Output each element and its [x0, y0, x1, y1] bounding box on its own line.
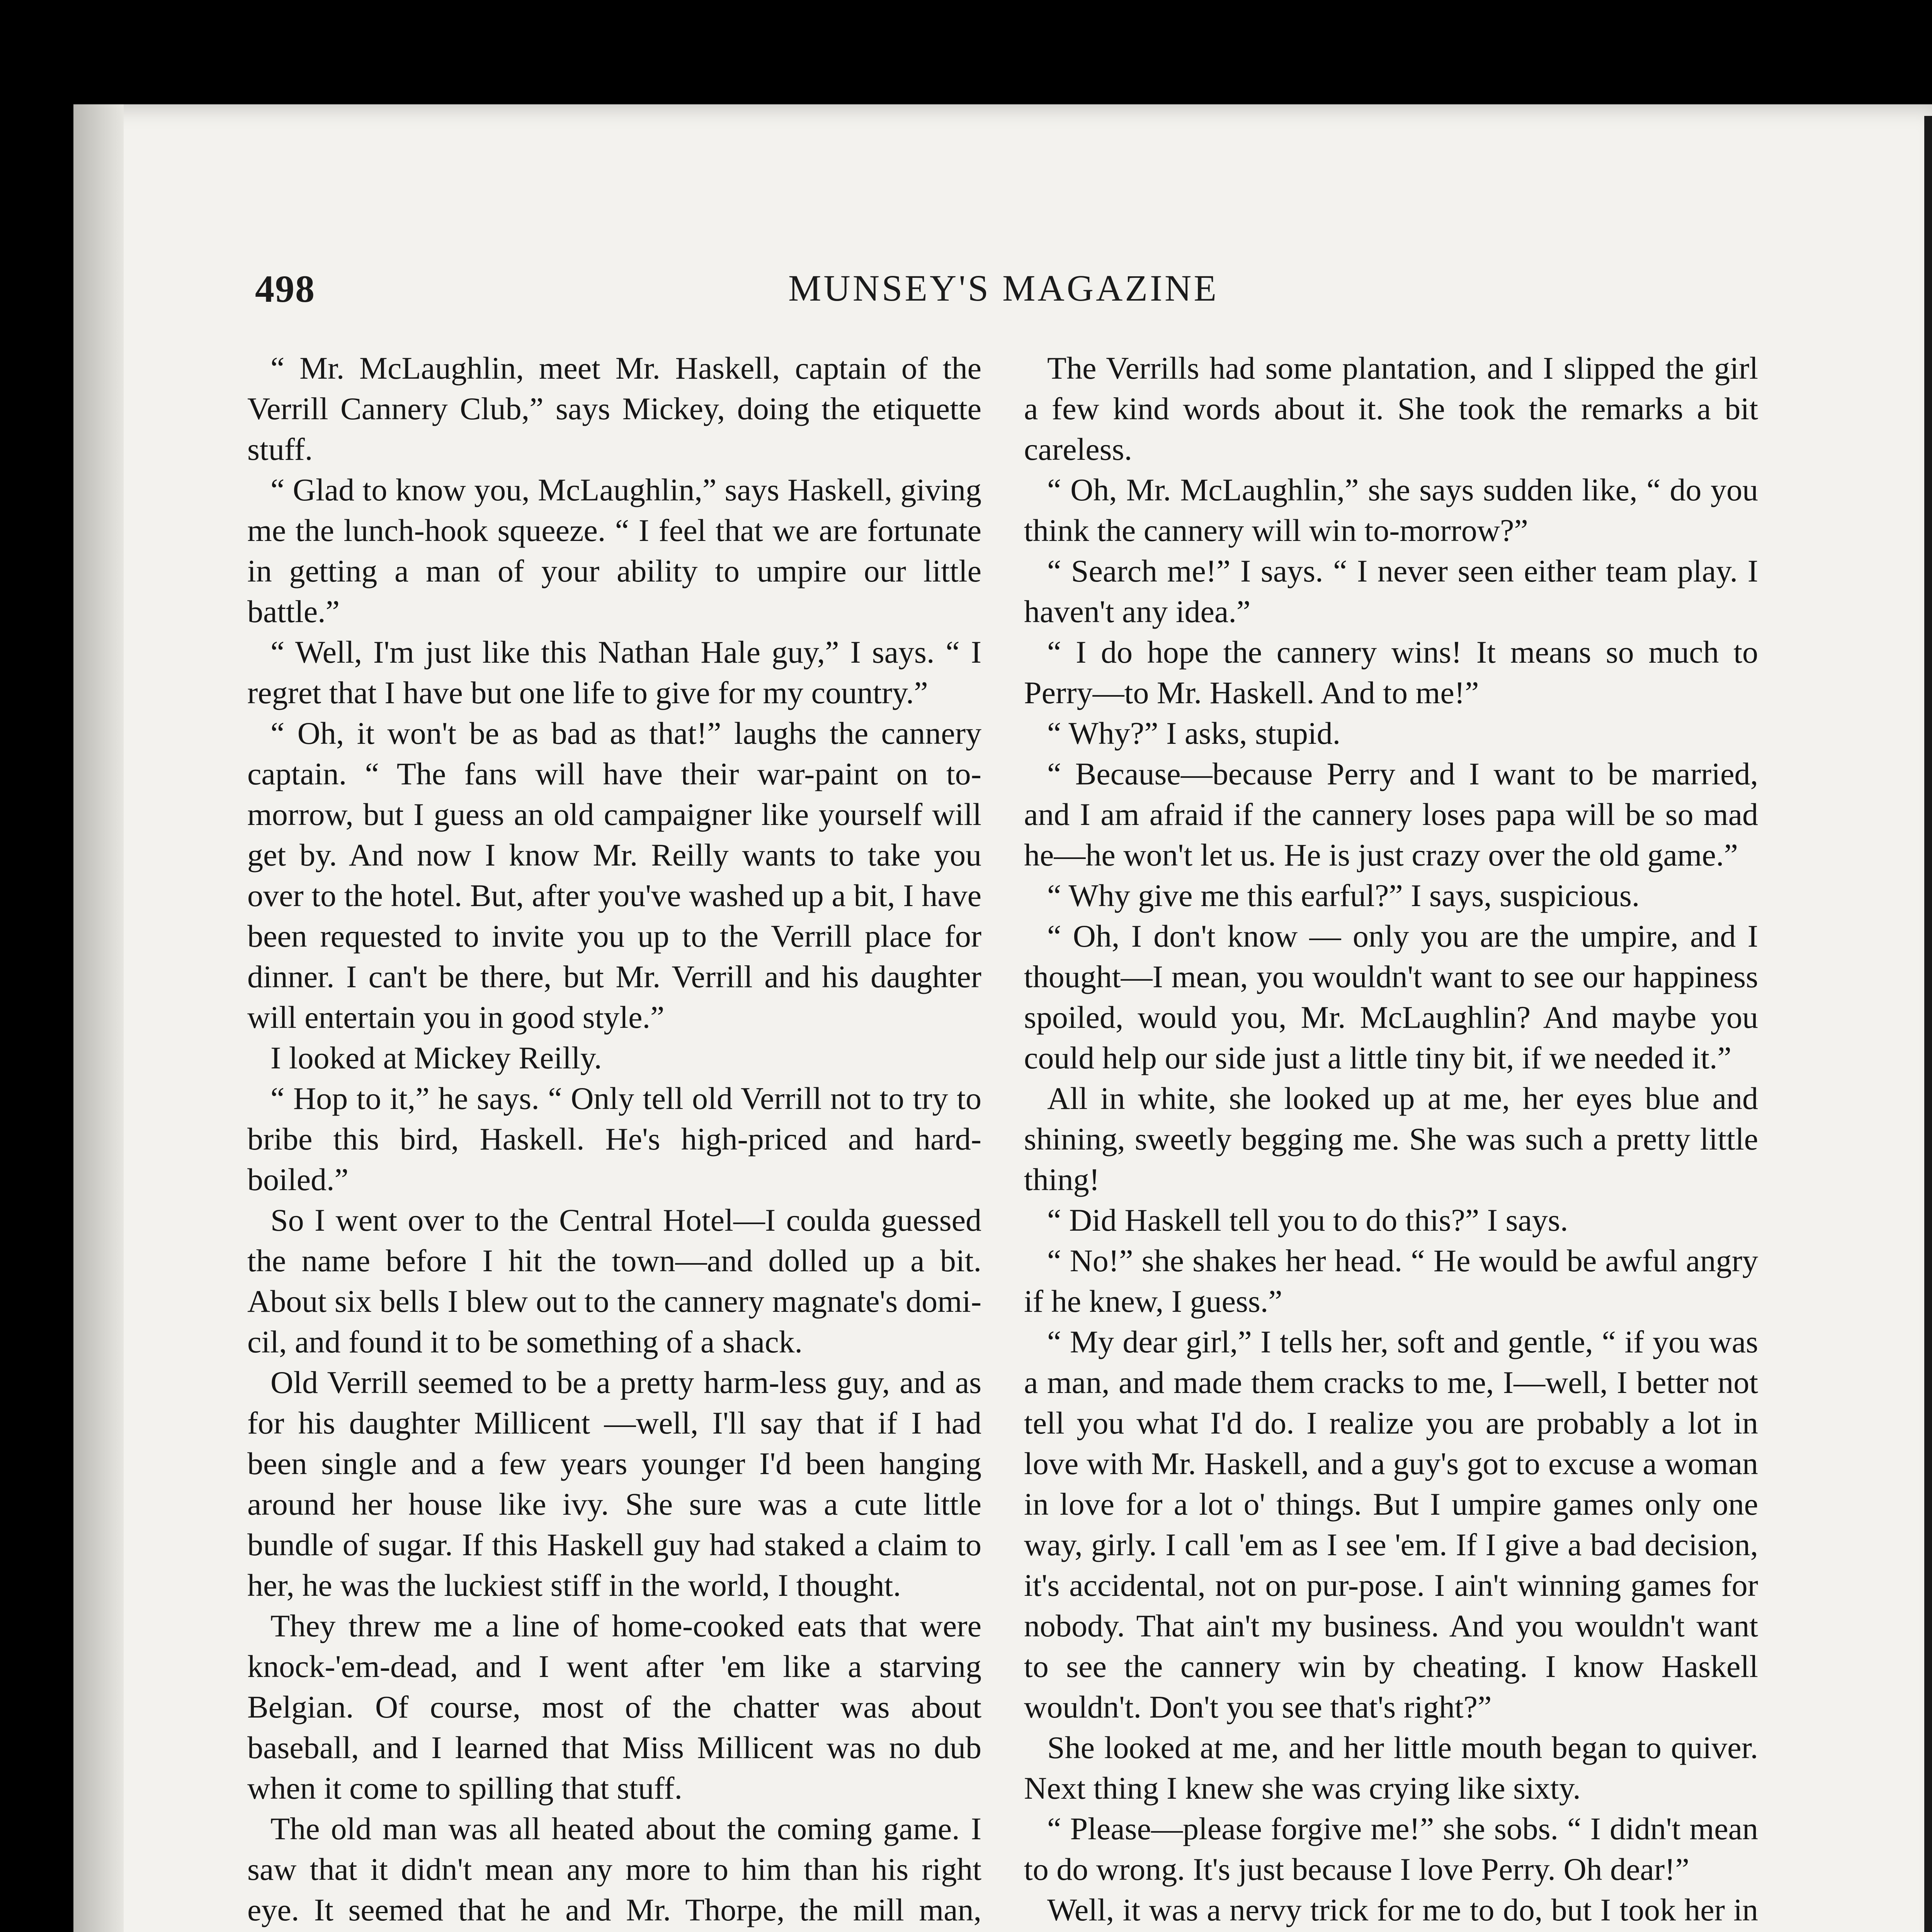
- paragraph: I looked at Mickey Reilly.: [270, 1040, 602, 1075]
- paragraph: “ Because—because Perry and I want to be married, and I am afraid if the cannery loses papa will be so mad he—he won't let us. He is just crazy over the old game.”: [1024, 756, 1758, 872]
- paragraph: The Verrills had some plantation, and I slipped the girl a few kind words about it. She took the remarks a bit careless.: [1024, 350, 1758, 467]
- paragraph: “ Search me!” I says. “ I never seen either team play. I haven't any idea.”: [1024, 553, 1758, 629]
- paragraph: “ I do hope the cannery wins! It means so much to Perry—to Mr. Haskell. And to me!”: [1024, 634, 1758, 710]
- left-column: [247, 348, 981, 1932]
- paragraph: “ Hop to it,” he says. “ Only tell old Verrill not to try to bribe this bird, Haskell. He's high-priced and hard-boiled.”: [247, 1081, 981, 1197]
- paragraph: “ Why give me this earful?” I says, suspicious.: [1047, 878, 1640, 913]
- paragraph: All in white, she looked up at me, her eyes blue and shining, sweetly begging me. She was such a pretty little thing!: [1024, 1081, 1758, 1197]
- page-number: 498: [255, 267, 315, 310]
- paragraph: “ Why?” I asks, stupid.: [1047, 716, 1341, 751]
- paragraph: “ Mr. McLaughlin, meet Mr. Haskell, captain of the Verrill Cannery Club,” says Mickey, doing the etiquette stuff.: [247, 350, 981, 467]
- running-head: MUNSEY'S MAGAZINE: [788, 267, 1219, 309]
- paragraph: “ Oh, I don't know — only you are the umpire, and I thought—I mean, you wouldn't want to see our happiness spoiled, would you, Mr. McLaughlin? And maybe you could help our side just a little tiny bit, if we needed it.”: [1024, 918, 1758, 1075]
- paragraph: “ Oh, it won't be as bad as that!” laughs the cannery captain. “ The fans will have their war-paint on to-morrow, but I guess an old campaigner like yourself will get by. And now I know Mr. Reilly wants to take you over to the hotel. But, after you've washed up a bit, I have been requested to invite you up to the Verrill place for dinner. I can't be there, but Mr. Verrill and his daughter will entertain you in good style.”: [247, 716, 981, 1035]
- paragraph: Old Verrill seemed to be a pretty harm-less guy, and as for his daughter Millicent —well, I'll say that if I had been single and a few years younger I'd been hanging around her house like ivy. She sure was a cute little bundle of sugar. If this Haskell guy had staked a claim to her, he was the luckiest stiff in the world, I thought.: [247, 1365, 981, 1603]
- paragraph: “ Glad to know you, McLaughlin,” says Haskell, giving me the lunch-hook squeeze. “ I feel that we are fortunate in getting a man of your ability to umpire our little battle.”: [247, 472, 981, 629]
- paragraph: “ Please—please forgive me!” she sobs. “ I didn't mean to do wrong. It's just because I love Perry. Oh dear!”: [1024, 1811, 1758, 1887]
- paragraph: “ No!” she shakes her head. “ He would be awful angry if he knew, I guess.”: [1024, 1243, 1758, 1319]
- paragraph: So I went over to the Central Hotel—I coulda guessed the name before I hit the town—and dolled up a bit. About six bells I blew out to the cannery magnate's domi-cil, and found it to be something of a shack.: [247, 1202, 981, 1359]
- paragraph: “ Well, I'm just like this Nathan Hale guy,” I says. “ I regret that I have but one life to give for my country.”: [247, 634, 981, 710]
- page-header: [255, 267, 1801, 321]
- page-edge-shadow: [1924, 116, 1932, 1932]
- paragraph: “ My dear girl,” I tells her, soft and gentle, “ if you was a man, and made them cracks to me, I—well, I better not tell you what I'd do. I realize you are probably a lot in love with Mr. Haskell, and a guy's got to excuse a woman in love for a lot o' things. But I umpire games only one way, girly. I call 'em as I see 'em. If I give a bad decision, it's accidental, not on pur-pose. I ain't winning games for nobody. That ain't my business. And you wouldn't want to see the cannery win by cheating. I know Haskell wouldn't. Don't you see that's right?”: [1024, 1324, 1758, 1725]
- paragraph: “ Did Haskell tell you to do this?” I says.: [1047, 1202, 1568, 1238]
- paragraph: The old man was all heated about the coming game. I saw that it didn't mean any more to him than his right eye. It seemed that he and Mr. Thorpe, the mill man,: [247, 1811, 981, 1927]
- paragraph: Well, it was a nervy trick for me to do, but I took her in: [1047, 1892, 1758, 1927]
- paragraph: She looked at me, and her little mouth began to quiver. Next thing I knew she was crying like sixty.: [1024, 1730, 1758, 1806]
- paragraph: They threw me a line of home-cooked eats that were knock-'em-dead, and I went after 'em like a starving Belgian. Of course, most of the chatter was about baseball, and I learned that Miss Millicent was no dub when it come to spilling that stuff.: [247, 1608, 981, 1806]
- right-column: [1024, 348, 1758, 1932]
- page-gutter-shadow: [73, 104, 124, 1932]
- paragraph: “ Oh, Mr. McLaughlin,” she says sudden like, “ do you think the cannery will win to-morrow?”: [1024, 472, 1758, 548]
